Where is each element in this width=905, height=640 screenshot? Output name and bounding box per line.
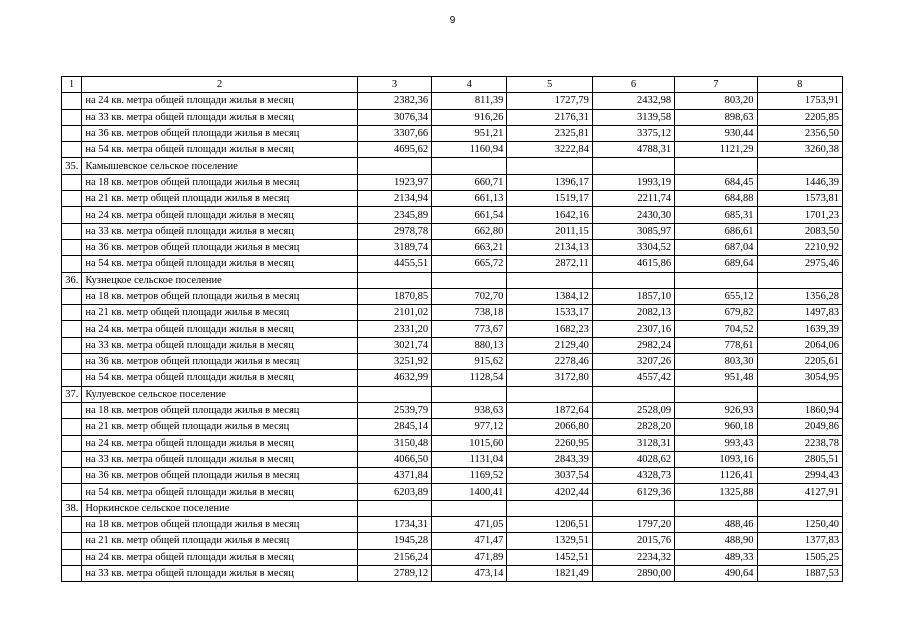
table-row <box>62 207 843 223</box>
value-cell-col3: 4455,51 <box>357 256 431 272</box>
value-cell-col4: 1160,94 <box>432 142 507 158</box>
value-cell-col4 <box>432 158 507 174</box>
row-label-cell: на 24 кв. метра общей площади жилья в месяц <box>82 93 358 109</box>
value-cell-col7 <box>675 272 757 288</box>
value-cell-col4: 1169,52 <box>432 468 507 484</box>
value-cell-col8: 1377,83 <box>757 533 842 549</box>
value-cell-col3: 2845,14 <box>357 419 431 435</box>
table-row <box>62 109 843 125</box>
value-cell-col3: 2134,94 <box>357 191 431 207</box>
table-row <box>62 321 843 337</box>
value-cell-col3: 3189,74 <box>357 239 431 255</box>
table-row <box>62 468 843 484</box>
value-cell-col6: 2432,98 <box>592 93 674 109</box>
value-cell-col5: 2011,15 <box>507 223 592 239</box>
value-cell-col3: 4066,50 <box>357 451 431 467</box>
value-cell-col5 <box>507 272 592 288</box>
header-cell-2: 2 <box>82 77 358 93</box>
value-cell-col6: 4328,73 <box>592 468 674 484</box>
row-index-cell <box>62 402 82 418</box>
row-index-cell <box>62 223 82 239</box>
table-row <box>62 386 843 402</box>
row-label-cell: на 18 кв. метров общей площади жилья в месяц <box>82 174 358 190</box>
value-cell-col8: 1446,39 <box>757 174 842 190</box>
value-cell-col8: 1701,23 <box>757 207 842 223</box>
value-cell-col4: 738,18 <box>432 305 507 321</box>
row-label-cell: Камышевское сельское поселение <box>82 158 358 174</box>
table-row <box>62 158 843 174</box>
table-row <box>62 500 843 516</box>
value-cell-col8: 2356,50 <box>757 125 842 141</box>
row-label-cell: на 33 кв. метра общей площади жилья в месяц <box>82 223 358 239</box>
value-cell-col7 <box>675 500 757 516</box>
value-cell-col5: 3037,54 <box>507 468 592 484</box>
value-cell-col3: 3076,34 <box>357 109 431 125</box>
value-cell-col4: 662,80 <box>432 223 507 239</box>
row-label-cell: на 54 кв. метра общей площади жилья в месяц <box>82 142 358 158</box>
value-cell-col3: 3251,92 <box>357 354 431 370</box>
value-cell-col6: 2307,16 <box>592 321 674 337</box>
row-label-cell: на 24 кв. метра общей площади жилья в месяц <box>82 207 358 223</box>
value-cell-col4 <box>432 386 507 402</box>
table-row <box>62 451 843 467</box>
value-cell-col3: 2978,78 <box>357 223 431 239</box>
row-index-cell <box>62 337 82 353</box>
value-cell-col5: 2066,80 <box>507 419 592 435</box>
row-index-cell: 36. <box>62 272 82 288</box>
value-cell-col7: 926,93 <box>675 402 757 418</box>
value-cell-col8: 2205,61 <box>757 354 842 370</box>
value-cell-col6: 2082,13 <box>592 305 674 321</box>
row-label-cell: на 24 кв. метра общей площади жилья в месяц <box>82 321 358 337</box>
row-label-cell: на 33 кв. метра общей площади жилья в месяц <box>82 565 358 581</box>
value-cell-col8 <box>757 500 842 516</box>
value-cell-col8 <box>757 386 842 402</box>
value-cell-col6: 3375,12 <box>592 125 674 141</box>
value-cell-col4: 773,67 <box>432 321 507 337</box>
value-cell-col6: 2828,20 <box>592 419 674 435</box>
value-cell-col6: 4557,42 <box>592 370 674 386</box>
value-cell-col4: 938,63 <box>432 402 507 418</box>
value-cell-col3 <box>357 272 431 288</box>
value-cell-col6: 2234,32 <box>592 549 674 565</box>
value-cell-col6: 2430,30 <box>592 207 674 223</box>
value-cell-col3: 2345,89 <box>357 207 431 223</box>
row-index-cell <box>62 354 82 370</box>
header-cell-1: l <box>62 77 82 93</box>
row-index-cell <box>62 305 82 321</box>
value-cell-col5: 1384,12 <box>507 288 592 304</box>
value-cell-col6: 3139,58 <box>592 109 674 125</box>
value-cell-col3: 2156,24 <box>357 549 431 565</box>
value-cell-col7: 488,46 <box>675 517 757 533</box>
value-cell-col8: 2805,51 <box>757 451 842 467</box>
value-cell-col6: 3207,26 <box>592 354 674 370</box>
value-cell-col6: 3304,52 <box>592 239 674 255</box>
value-cell-col4: 660,71 <box>432 174 507 190</box>
row-label-cell: на 54 кв. метра общей площади жилья в месяц <box>82 256 358 272</box>
header-cell-7: 7 <box>675 77 757 93</box>
row-index-cell <box>62 565 82 581</box>
row-label-cell: Норкинское сельское поселение <box>82 500 358 516</box>
row-index-cell <box>62 142 82 158</box>
row-index-cell <box>62 256 82 272</box>
header-cell-3: 3 <box>357 77 431 93</box>
value-cell-col7: 687,04 <box>675 239 757 255</box>
table-row <box>62 239 843 255</box>
value-cell-col3: 2101,02 <box>357 305 431 321</box>
row-index-cell <box>62 174 82 190</box>
value-cell-col7: 684,45 <box>675 174 757 190</box>
value-cell-col3 <box>357 500 431 516</box>
row-index-cell <box>62 451 82 467</box>
value-cell-col5: 1206,51 <box>507 517 592 533</box>
value-cell-col7: 684,88 <box>675 191 757 207</box>
table-row <box>62 565 843 581</box>
row-label-cell: на 21 кв. метр общей площади жилья в месяц <box>82 191 358 207</box>
value-cell-col4 <box>432 500 507 516</box>
row-index-cell <box>62 207 82 223</box>
row-label-cell: на 33 кв. метра общей площади жилья в месяц <box>82 337 358 353</box>
value-cell-col3: 4695,62 <box>357 142 431 158</box>
value-cell-col6: 2528,09 <box>592 402 674 418</box>
value-cell-col4: 977,12 <box>432 419 507 435</box>
row-index-cell <box>62 517 82 533</box>
value-cell-col8 <box>757 272 842 288</box>
value-cell-col3: 4632,99 <box>357 370 431 386</box>
value-cell-col7: 1093,16 <box>675 451 757 467</box>
value-cell-col5: 1452,51 <box>507 549 592 565</box>
tariff-table <box>61 76 843 582</box>
value-cell-col5: 1727,79 <box>507 93 592 109</box>
value-cell-col5: 1821,49 <box>507 565 592 581</box>
row-label-cell: на 24 кв. метра общей площади жилья в месяц <box>82 549 358 565</box>
value-cell-col4: 471,47 <box>432 533 507 549</box>
value-cell-col3 <box>357 386 431 402</box>
table-row <box>62 174 843 190</box>
value-cell-col5: 2843,39 <box>507 451 592 467</box>
value-cell-col7: 951,48 <box>675 370 757 386</box>
value-cell-col8: 3054,95 <box>757 370 842 386</box>
header-cell-4: 4 <box>432 77 507 93</box>
value-cell-col3: 2382,36 <box>357 93 431 109</box>
table-row <box>62 337 843 353</box>
row-index-cell <box>62 533 82 549</box>
value-cell-col8: 3260,38 <box>757 142 842 158</box>
value-cell-col3: 2331,20 <box>357 321 431 337</box>
value-cell-col5: 2278,46 <box>507 354 592 370</box>
value-cell-col4: 1015,60 <box>432 435 507 451</box>
table-row <box>62 354 843 370</box>
value-cell-col4: 951,21 <box>432 125 507 141</box>
value-cell-col6: 2211,74 <box>592 191 674 207</box>
row-label-cell: на 18 кв. метров общей площади жилья в месяц <box>82 517 358 533</box>
value-cell-col8: 2205,85 <box>757 109 842 125</box>
value-cell-col6: 1993,19 <box>592 174 674 190</box>
value-cell-col6: 4028,62 <box>592 451 674 467</box>
row-index-cell <box>62 321 82 337</box>
value-cell-col3: 2539,79 <box>357 402 431 418</box>
row-label-cell: на 21 кв. метр общей площади жилья в месяц <box>82 305 358 321</box>
row-label-cell: на 36 кв. метров общей площади жилья в месяц <box>82 468 358 484</box>
row-label-cell: на 36 кв. метров общей площади жилья в месяц <box>82 354 358 370</box>
value-cell-col6: 1857,10 <box>592 288 674 304</box>
row-index-cell <box>62 288 82 304</box>
table-row <box>62 125 843 141</box>
table-row <box>62 517 843 533</box>
value-cell-col5: 2325,81 <box>507 125 592 141</box>
header-cell-5: 5 <box>507 77 592 93</box>
value-cell-col7 <box>675 386 757 402</box>
table-row <box>62 223 843 239</box>
value-cell-col5: 4202,44 <box>507 484 592 500</box>
value-cell-col8: 2238,78 <box>757 435 842 451</box>
value-cell-col8: 4127,91 <box>757 484 842 500</box>
value-cell-col7: 489,33 <box>675 549 757 565</box>
value-cell-col4: 811,39 <box>432 93 507 109</box>
value-cell-col6 <box>592 386 674 402</box>
value-cell-col5 <box>507 158 592 174</box>
value-cell-col7: 704,52 <box>675 321 757 337</box>
value-cell-col4: 1131,04 <box>432 451 507 467</box>
value-cell-col7: 898,63 <box>675 109 757 125</box>
value-cell-col7: 679,82 <box>675 305 757 321</box>
row-label-cell: на 18 кв. метров общей площади жилья в месяц <box>82 402 358 418</box>
value-cell-col4: 473,14 <box>432 565 507 581</box>
table-row <box>62 272 843 288</box>
table-row <box>62 288 843 304</box>
header-cell-6: 6 <box>592 77 674 93</box>
value-cell-col3: 3307,66 <box>357 125 431 141</box>
value-cell-col3: 3021,74 <box>357 337 431 353</box>
row-index-cell <box>62 484 82 500</box>
row-label-cell: на 18 кв. метров общей площади жилья в месяц <box>82 288 358 304</box>
row-index-cell <box>62 419 82 435</box>
row-index-cell: 37. <box>62 386 82 402</box>
row-index-cell: 38. <box>62 500 82 516</box>
table-row <box>62 549 843 565</box>
value-cell-col6 <box>592 500 674 516</box>
row-label-cell: Кузнецкое сельское поселение <box>82 272 358 288</box>
value-cell-col7: 685,31 <box>675 207 757 223</box>
table-row <box>62 191 843 207</box>
value-cell-col5: 1533,17 <box>507 305 592 321</box>
value-cell-col7: 930,44 <box>675 125 757 141</box>
table-row <box>62 370 843 386</box>
value-cell-col5: 2872,11 <box>507 256 592 272</box>
value-cell-col5: 2129,40 <box>507 337 592 353</box>
header-cell-8: 8 <box>757 77 842 93</box>
value-cell-col8: 2210,92 <box>757 239 842 255</box>
value-cell-col7: 960,18 <box>675 419 757 435</box>
row-index-cell <box>62 549 82 565</box>
table-row <box>62 419 843 435</box>
table-header-row <box>62 77 843 93</box>
row-label-cell: на 24 кв. метра общей площади жилья в месяц <box>82 435 358 451</box>
value-cell-col7: 1121,29 <box>675 142 757 158</box>
value-cell-col6: 3128,31 <box>592 435 674 451</box>
row-label-cell: на 36 кв. метров общей площади жилья в месяц <box>82 125 358 141</box>
table-row <box>62 256 843 272</box>
value-cell-col4 <box>432 272 507 288</box>
value-cell-col4: 661,13 <box>432 191 507 207</box>
value-cell-col7: 803,30 <box>675 354 757 370</box>
value-cell-col4: 702,70 <box>432 288 507 304</box>
row-index-cell: 35. <box>62 158 82 174</box>
value-cell-col8: 1505,25 <box>757 549 842 565</box>
value-cell-col7: 655,12 <box>675 288 757 304</box>
table-row <box>62 93 843 109</box>
row-label-cell: на 21 кв. метр общей площади жилья в месяц <box>82 419 358 435</box>
row-index-cell <box>62 109 82 125</box>
value-cell-col6: 4788,31 <box>592 142 674 158</box>
row-index-cell <box>62 93 82 109</box>
value-cell-col7: 686,61 <box>675 223 757 239</box>
value-cell-col8: 1753,91 <box>757 93 842 109</box>
value-cell-col8: 2083,50 <box>757 223 842 239</box>
value-cell-col8: 1497,83 <box>757 305 842 321</box>
value-cell-col8: 1250,40 <box>757 517 842 533</box>
row-label-cell: на 54 кв. метра общей площади жилья в месяц <box>82 370 358 386</box>
value-cell-col5 <box>507 500 592 516</box>
value-cell-col6: 6129,36 <box>592 484 674 500</box>
value-cell-col3: 4371,84 <box>357 468 431 484</box>
value-cell-col8: 2975,46 <box>757 256 842 272</box>
value-cell-col6: 2890,00 <box>592 565 674 581</box>
value-cell-col7: 488,90 <box>675 533 757 549</box>
value-cell-col5: 2176,31 <box>507 109 592 125</box>
row-label-cell: на 33 кв. метра общей площади жилья в месяц <box>82 109 358 125</box>
value-cell-col6: 3085,97 <box>592 223 674 239</box>
value-cell-col4: 1128,54 <box>432 370 507 386</box>
value-cell-col4: 661,54 <box>432 207 507 223</box>
table-body <box>62 77 843 582</box>
table-row <box>62 142 843 158</box>
row-index-cell <box>62 370 82 386</box>
value-cell-col6: 2982,24 <box>592 337 674 353</box>
value-cell-col3 <box>357 158 431 174</box>
value-cell-col3: 1870,85 <box>357 288 431 304</box>
row-label-cell: на 33 кв. метра общей площади жилья в месяц <box>82 451 358 467</box>
value-cell-col3: 2789,12 <box>357 565 431 581</box>
value-cell-col7: 490,64 <box>675 565 757 581</box>
value-cell-col7: 689,64 <box>675 256 757 272</box>
value-cell-col4: 1400,41 <box>432 484 507 500</box>
value-cell-col7 <box>675 158 757 174</box>
value-cell-col4: 915,62 <box>432 354 507 370</box>
value-cell-col4: 916,26 <box>432 109 507 125</box>
table-row <box>62 435 843 451</box>
value-cell-col4: 471,89 <box>432 549 507 565</box>
value-cell-col5: 1872,64 <box>507 402 592 418</box>
value-cell-col7: 1126,41 <box>675 468 757 484</box>
value-cell-col4: 665,72 <box>432 256 507 272</box>
table-row <box>62 533 843 549</box>
value-cell-col8: 1639,39 <box>757 321 842 337</box>
value-cell-col5: 2260,95 <box>507 435 592 451</box>
value-cell-col6: 1797,20 <box>592 517 674 533</box>
value-cell-col5: 3172,80 <box>507 370 592 386</box>
table-row <box>62 484 843 500</box>
value-cell-col3: 3150,48 <box>357 435 431 451</box>
row-label-cell: Кулуевское сельское поселение <box>82 386 358 402</box>
row-label-cell: на 36 кв. метров общей площади жилья в месяц <box>82 239 358 255</box>
value-cell-col8: 1573,81 <box>757 191 842 207</box>
value-cell-col5: 1642,16 <box>507 207 592 223</box>
row-label-cell: на 21 кв. метр общей площади жилья в месяц <box>82 533 358 549</box>
row-label-cell: на 54 кв. метра общей площади жилья в месяц <box>82 484 358 500</box>
value-cell-col3: 1923,97 <box>357 174 431 190</box>
value-cell-col4: 663,21 <box>432 239 507 255</box>
value-cell-col7: 1325,88 <box>675 484 757 500</box>
row-index-cell <box>62 435 82 451</box>
table-row <box>62 402 843 418</box>
value-cell-col7: 778,61 <box>675 337 757 353</box>
value-cell-col6: 4615,86 <box>592 256 674 272</box>
value-cell-col7: 803,20 <box>675 93 757 109</box>
row-index-cell <box>62 191 82 207</box>
value-cell-col8: 2049,86 <box>757 419 842 435</box>
value-cell-col3: 1734,31 <box>357 517 431 533</box>
value-cell-col5: 1682,23 <box>507 321 592 337</box>
value-cell-col8 <box>757 158 842 174</box>
value-cell-col6: 2015,76 <box>592 533 674 549</box>
row-index-cell <box>62 125 82 141</box>
value-cell-col5: 3222,84 <box>507 142 592 158</box>
value-cell-col8: 1860,94 <box>757 402 842 418</box>
value-cell-col5 <box>507 386 592 402</box>
value-cell-col8: 1356,28 <box>757 288 842 304</box>
value-cell-col5: 1329,51 <box>507 533 592 549</box>
value-cell-col3: 1945,28 <box>357 533 431 549</box>
value-cell-col5: 2134,13 <box>507 239 592 255</box>
value-cell-col3: 6203,89 <box>357 484 431 500</box>
value-cell-col4: 471,05 <box>432 517 507 533</box>
value-cell-col8: 2994,43 <box>757 468 842 484</box>
value-cell-col4: 880,13 <box>432 337 507 353</box>
value-cell-col5: 1396,17 <box>507 174 592 190</box>
row-index-cell <box>62 468 82 484</box>
value-cell-col5: 1519,17 <box>507 191 592 207</box>
table-row <box>62 305 843 321</box>
value-cell-col7: 993,43 <box>675 435 757 451</box>
row-index-cell <box>62 239 82 255</box>
value-cell-col8: 2064,06 <box>757 337 842 353</box>
value-cell-col6 <box>592 272 674 288</box>
page-number: 9 <box>449 15 456 26</box>
value-cell-col6 <box>592 158 674 174</box>
value-cell-col8: 1887,53 <box>757 565 842 581</box>
